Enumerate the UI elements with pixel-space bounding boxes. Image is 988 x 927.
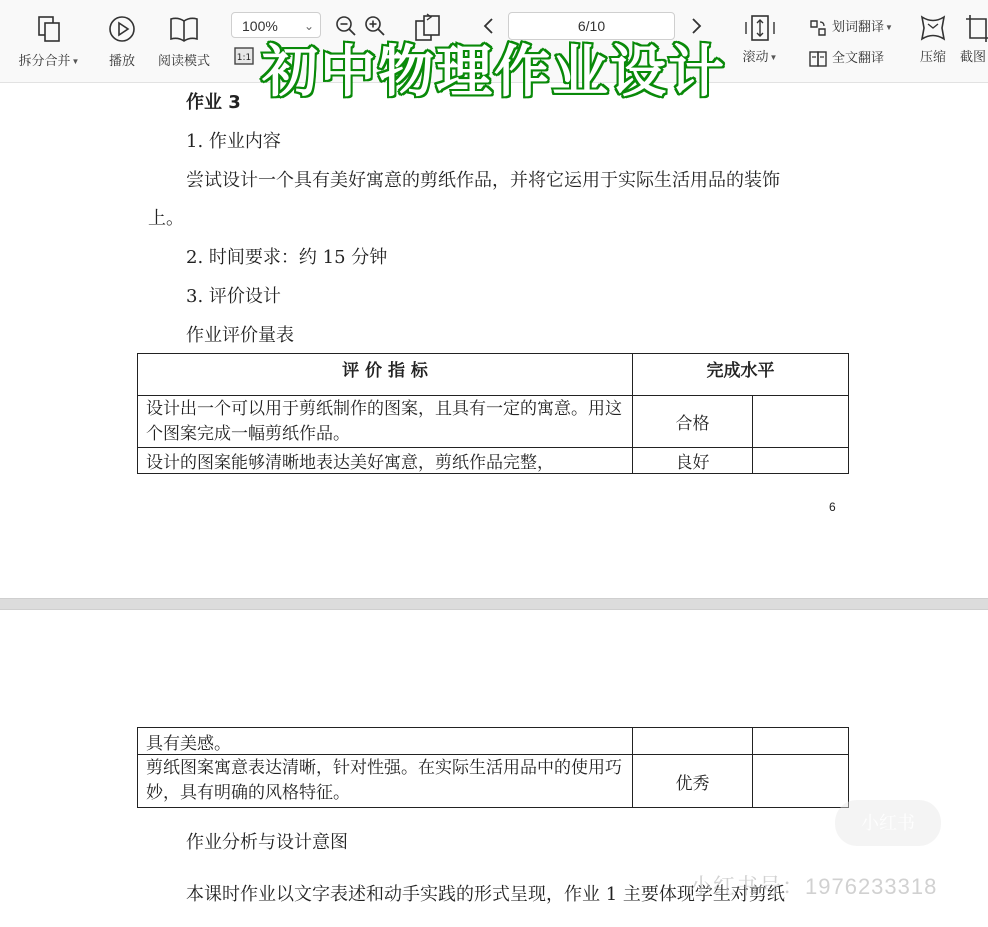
level-cell: 合格 <box>633 396 753 448</box>
split-merge-label: 拆分合并 <box>18 53 71 68</box>
word-translate-button[interactable] <box>808 16 893 38</box>
level-cell <box>633 728 753 755</box>
compress-icon <box>917 12 949 44</box>
zoom-value: 100% <box>242 18 278 34</box>
indicator-cell: 设计出一个可以用于剪纸制作的图案，且具有一定的寓意。用这个图案完成一幅剪纸作品。 <box>138 396 633 448</box>
compress-button[interactable] <box>914 12 952 65</box>
watermark-badge: 小红书 <box>835 800 941 846</box>
screenshot-icon <box>964 12 988 44</box>
score-cell <box>753 396 849 448</box>
indicator-cell: 剪纸图案寓意表达清晰，针对性强。在实际生活用品中的使用巧妙，具有明确的风格特征。 <box>138 755 633 808</box>
table-row <box>138 448 849 474</box>
book-icon <box>168 14 200 44</box>
svg-text:1:1: 1:1 <box>236 53 252 63</box>
overlay-title: 初中物理作业设计 <box>262 40 726 105</box>
screenshot-button[interactable] <box>960 12 988 65</box>
scroll-label: 滚动 <box>742 49 769 64</box>
compress-label: 压缩 <box>919 49 946 64</box>
translate-icon <box>808 18 828 38</box>
table-row <box>138 755 849 808</box>
full-translate-button[interactable] <box>808 47 884 69</box>
dropdown-caret-icon: ▼ <box>769 53 778 63</box>
full-translate-icon <box>808 49 828 69</box>
dropdown-caret-icon: ▼ <box>71 57 80 67</box>
content-line-2: 上。 <box>148 208 184 229</box>
split-merge-button[interactable] <box>12 14 86 69</box>
level-cell: 优秀 <box>633 755 753 808</box>
table-title: 作业评价量表 <box>186 325 294 346</box>
score-cell <box>753 728 849 755</box>
chevron-down-icon: ⌄ <box>303 19 314 33</box>
evaluation-table-continued <box>137 727 849 808</box>
analysis-line-1: 本课时作业以文字表述和动手实践的形式呈现，作业 1 主要体现学生对剪纸 <box>186 884 785 905</box>
evaluation-table <box>137 353 849 474</box>
content-line-1: 尝试设计一个具有美好寓意的剪纸作品，并将它运用于实际生活用品的装饰 <box>186 170 780 191</box>
analysis-heading: 作业分析与设计意图 <box>186 832 348 853</box>
score-cell <box>753 755 849 808</box>
page-indicator-value: 6/10 <box>577 18 606 34</box>
assignment-heading: 作业 3 <box>186 92 241 113</box>
dropdown-caret-icon: ▼ <box>885 23 893 33</box>
read-mode-button[interactable] <box>152 14 216 69</box>
play-button[interactable] <box>103 14 141 69</box>
evaluation-design-label: 3. 评价设计 <box>186 286 281 307</box>
item-content-label: 1. 作业内容 <box>186 131 281 152</box>
time-requirement: 2. 时间要求：约 15 分钟 <box>186 247 388 268</box>
header-indicator: 评 价 指 标 <box>138 354 633 396</box>
page-separator <box>0 598 988 610</box>
page-number: 6 <box>829 500 836 514</box>
screenshot-label: 截图 <box>960 49 987 64</box>
level-cell: 良好 <box>633 448 753 474</box>
score-cell <box>753 448 849 474</box>
word-translate-label: 划词翻译 <box>832 19 885 34</box>
table-header-row <box>138 354 849 396</box>
read-mode-label: 阅读模式 <box>157 53 210 68</box>
table-row <box>138 728 849 755</box>
actual-size-icon[interactable] <box>234 47 254 65</box>
split-merge-icon <box>34 14 64 44</box>
table-row <box>138 396 849 448</box>
indicator-cell: 设计的图案能够清晰地表达美好寓意，剪纸作品完整， <box>138 448 633 474</box>
header-level: 完成水平 <box>633 354 849 396</box>
watermark-id: 小红书号：1976233318 <box>690 874 938 899</box>
full-translate-label: 全文翻译 <box>832 50 885 65</box>
play-label: 播放 <box>108 53 135 68</box>
play-icon <box>107 14 137 44</box>
indicator-cell: 具有美感。 <box>138 728 633 755</box>
